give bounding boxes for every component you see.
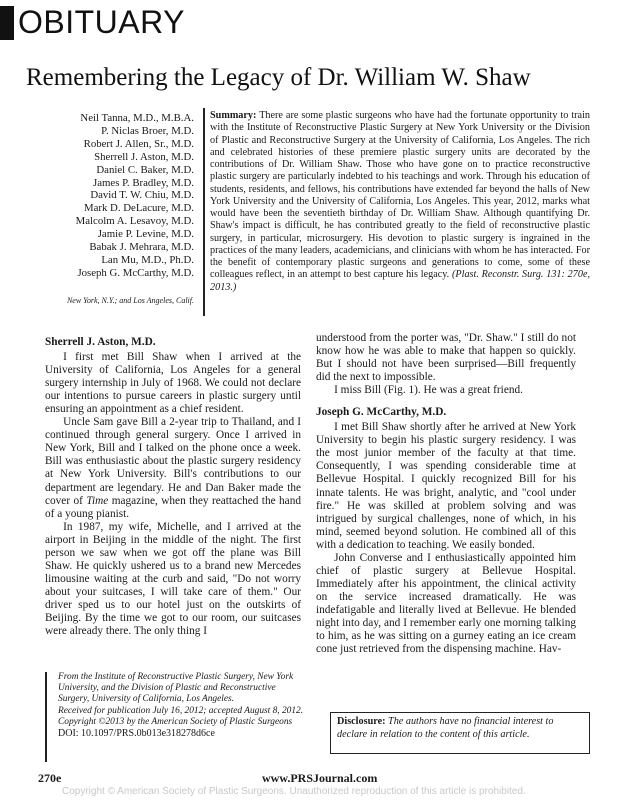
summary-text: There are some plastic surgeons who have had the fortunate opportunity to train with the Institute of Reconstructive Plastic Surgery at New York University or the Division of Plastic and Reconstructive Surgery at the University of California, Los Angeles. The rich and celebrated histories of these premiere plastic surgery units are decorated by the contributions of Dr. William Shaw. Those who have gone on to practice reconstructive plastic surgery are particularly indebted to his teachings and work. Through his education of students, residents, and fellows, his contributions have extended far beyond the halls of New York University and the University of California, Los Angeles. This year, 2012, marks what would have been the seventieth birthday of Dr. William Shaw. Although quantifying Dr. Shaw's impact is difficult, he has contributed greatly to the field of reconstructive plastic surgery, in particular, microsurgery. His devotion to plastic surgery is ingrained in the practices of the many leaders, academicians, and clinicians with whom he has interacted. For the benefit of contemporary plastic surgeons and generations to come, some of these colleagues reflect, in an attempt to best capture his legacy. [210,110,590,281]
author-name: Mark D. DeLacure, M.D. [83,202,194,215]
author-name: Robert J. Allen, Sr., M.D. [83,137,194,150]
summary-label: Summary: [210,110,257,121]
author-name: David T. W. Chiu, M.D. [90,189,194,202]
author-name: Jamie P. Levine, M.D. [97,228,194,241]
paragraph: Uncle Sam gave Bill a 2-year trip to Thailand, and I continued through general surgery. Once I arrived in New York, Bill and I talked on the phone once a week. Bill was enthusiastic about the plastic surgery residency at New York University. Bill's contributions to our department are legendary. He and Dan Baker made the cover of Time magazine, when they reattached the hand of a young pianist. [45,416,301,520]
author-affiliation: New York, N.Y.; and Los Angeles, Calif. [66,296,194,305]
disclosure-text: The authors have no financial interest to declare in relation to the content of this article. [337,716,554,740]
paragraph: I first met Bill Shaw when I arrived at the University of California, Los Angeles for a general surgery internship in July of 1968. We could not declare our intentions to pursue careers in plastic surgery until ensuring an appointment as a chief resident. [45,351,301,416]
page-number: 270e [38,771,62,785]
paragraph: I met Bill Shaw shortly after he arrived at New York University to begin his plastic surgery residency. I was the most junior member of the faculty at that time. Consequently, I was spending considerable time at Bellevue Hospital. I quickly recognized Bill for his innate talents. He was bright, analytic, and "cool under fire." He was skilled at problem solving and was intrigued by surgical challenges, none of which, in his mind, seemed beyond solution. He combined all of this with a dedication to teaching. We easily bonded. [316,421,576,551]
footnote-dates: Received for publication July 16, 2012; accepted August 8, 2012. [58,705,304,716]
paragraph: In 1987, my wife, Michelle, and I arrived at the airport in Beijing in the middle of the night. The first person we saw when we got off the plane was Bill Shaw. He quickly ushered us to a brand new Mercedes limousine waiting at the curb and said, "Do not worry about your suitcases, I will take care of them." Our driver sped us to our hotel just on the outskirts of Beijing. By the time we got to our room, our suitcases were already there. The only thing I [45,520,301,638]
author-list [76,112,194,280]
footnote-doi: DOI: 10.1097/PRS.0b013e318278d6ce [58,728,215,740]
summary-box [210,110,590,294]
footnote-copyright: Copyright ©2013 by the American Society of Plastic Surgeons [58,716,293,727]
section-heading-mccarthy: Joseph G. McCarthy, M.D. [316,406,447,419]
copyright-notice: Copyright © American Society of Plastic Surgeons. Unauthorized reproduction of this article is prohibited. [62,786,526,797]
paragraph-continued: understood from the porter was, "Dr. Shaw." I still do not know how he was able to make that happen so quickly. But I should not have been surprised—Bill frequently did the next to impossible. [316,332,576,384]
footnote-affiliation: From the Institute of Reconstructive Plastic Surgery, New York University, and the Division of Plastic and Reconstructive Surgery, University of California, Los Angeles. [58,672,294,705]
author-name: Malcolm A. Lesavoy, M.D. [75,215,194,228]
section-marker-bar [0,6,14,40]
section-heading-aston: Sherrell J. Aston, M.D. [45,336,156,348]
section-label: OBITUARY [18,4,185,40]
disclosure-box [330,712,590,754]
author-name: P. Niclas Broer, M.D. [101,124,194,137]
left-column [45,336,301,638]
footnote-rule [45,672,47,762]
paragraph: I miss Bill (Fig. 1). He was a great friend. [334,384,523,397]
author-name: Joseph G. McCarthy, M.D. [77,266,194,279]
journal-url[interactable]: www.PRSJournal.com [262,771,378,785]
author-name: Lan Mu, M.D., Ph.D. [101,253,194,266]
disclosure-label: Disclosure: [337,716,386,727]
author-name: James P. Bradley, M.D. [93,176,194,189]
footnote [58,672,306,739]
right-column [316,332,576,656]
author-name: Daniel C. Baker, M.D. [96,163,194,176]
summary-citation: (Plast. Reconstr. Surg. 131: 270e, 2013.) [210,269,591,293]
article-title: Remembering the Legacy of Dr. William W. Shaw [26,64,531,91]
author-name: Neil Tanna, M.D., M.B.A. [80,112,194,124]
author-name: Babak J. Mehrara, M.D. [89,241,194,254]
paragraph: John Converse and I enthusiastically appointed him chief of plastic surgery at Bellevue Hospital. Immediately after his appointment, the clinical activity on the service increased dramatically. He was indefatigable and literally lived at Bellevue. He blended night into day, and I remember early one morning talking to him, as he was sitting on a gurney eating an ice cream cone just retrieved from the dispensing machine. Hav- [316,551,576,656]
author-name: Sherrell J. Aston, M.D. [94,150,194,163]
summary-rule [203,108,205,316]
